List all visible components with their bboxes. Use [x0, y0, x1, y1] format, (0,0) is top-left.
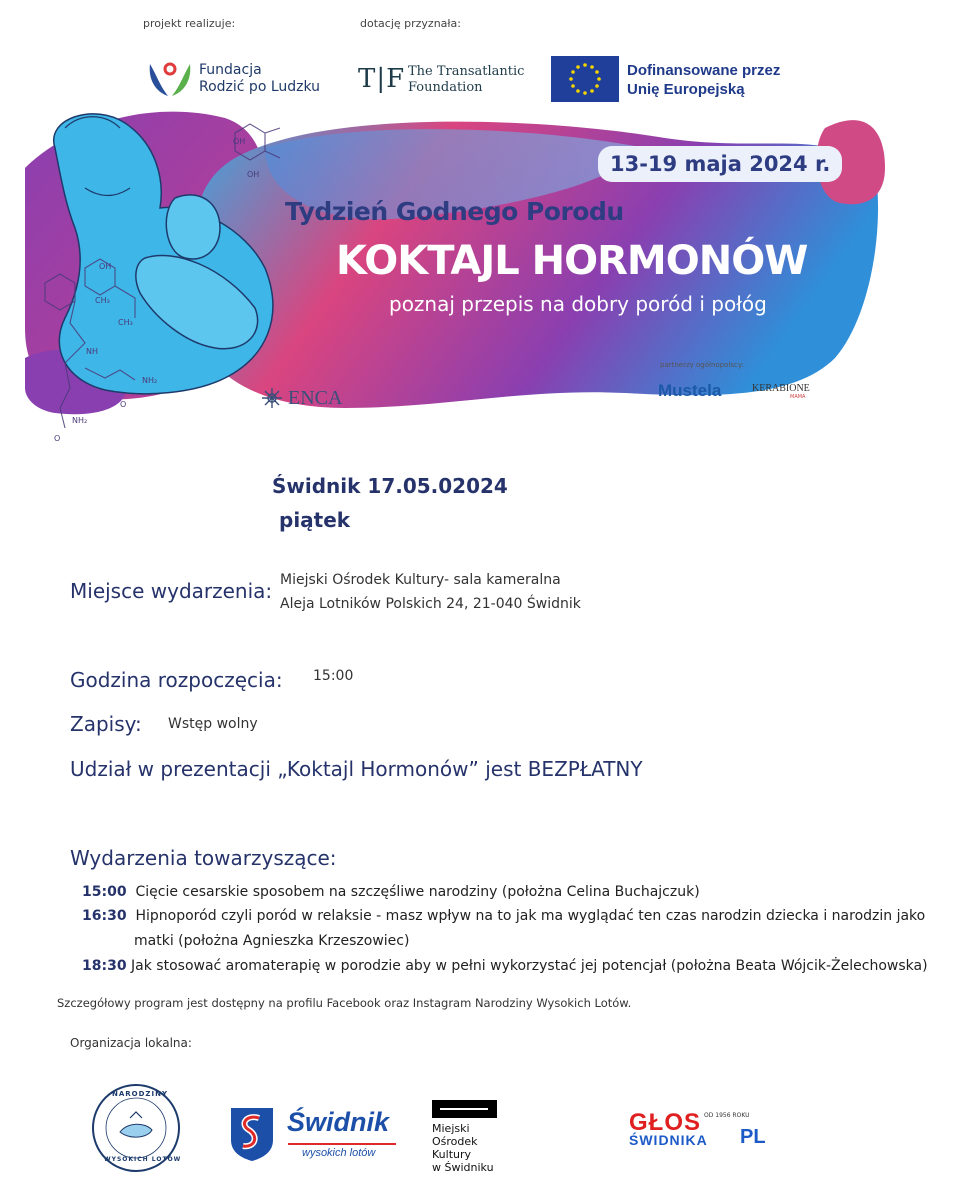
- molecule-label: NH₂: [142, 376, 158, 385]
- glos-since: OD 1956 ROKU: [704, 1112, 750, 1119]
- glos-bottom-text: ŚWIDNIKA: [629, 1132, 708, 1148]
- kerabione-sub: MAMA: [790, 394, 806, 400]
- swidnik-crest-icon: [229, 1106, 275, 1162]
- kerabione-name: KERABIONE: [752, 383, 810, 394]
- fundacja-line1: Fundacja: [199, 62, 262, 78]
- enca-snowflake-icon: [260, 386, 284, 410]
- fundacja-name: [199, 62, 320, 96]
- place-line1: Miejski Ośrodek Kultury- sala kameralna: [280, 572, 561, 588]
- event-time: 18:30: [82, 958, 127, 974]
- banner-title-big: KOKTAJL HORMONÓW: [336, 238, 808, 284]
- list-item: [82, 953, 952, 979]
- mok-line: w Świdniku: [432, 1161, 494, 1174]
- place-line2: Aleja Lotników Polskich 24, 21-040 Świdnik: [280, 596, 581, 612]
- signup-label: Zapisy:: [70, 712, 142, 736]
- place-label: Miejsce wydarzenia:: [70, 579, 273, 603]
- event-text: Cięcie cesarskie sposobem na szczęśliwe narodziny (położna Celina Buchajczuk): [135, 884, 700, 900]
- eu-text: [627, 61, 780, 99]
- molecule-label: NH₂: [72, 416, 88, 425]
- tf-line1: The Transatlantic: [408, 64, 525, 79]
- molecule-label: OH: [99, 262, 112, 271]
- eu-flag-icon: [551, 56, 619, 102]
- list-item: [82, 903, 942, 929]
- glos-top-text: GŁOS: [629, 1109, 702, 1136]
- grant-label: dotację przyznała:: [360, 17, 461, 30]
- banner-title-small: Tydzień Godnego Porodu: [285, 197, 624, 226]
- glos-pl-text: PL: [740, 1126, 766, 1148]
- weekday: piątek: [279, 508, 351, 532]
- mok-line: Kultury: [432, 1148, 472, 1161]
- eu-line2: Unię Europejską: [627, 81, 745, 98]
- enca-logo: ENCA: [288, 387, 343, 409]
- event-text: Hipnoporód czyli poród w relaksie - masz wpływ na to jak ma wyglądać ten czas narodzin dziecka i narodzin jako: [135, 908, 926, 924]
- molecule-label: O: [120, 400, 127, 409]
- tf-logo-mark: T|F: [358, 64, 406, 94]
- fundacja-logo-icon: [146, 60, 194, 98]
- molecule-label: OH: [247, 170, 260, 179]
- event-text: Jak stosować aromaterapię w porodzie aby w pełni wykorzystać jej potencjał (położna Beata Wójcik-Żelechowska): [131, 958, 928, 974]
- molecule-label: O: [54, 434, 61, 443]
- swidnik-underline: [288, 1143, 396, 1145]
- kerabione-logo: [752, 383, 810, 400]
- list-item: [82, 879, 700, 905]
- city-date: Świdnik 17.05.02024: [272, 474, 508, 498]
- side-events-heading: Wydarzenia towarzyszące:: [70, 846, 337, 870]
- start-label: Godzina rozpoczęcia:: [70, 668, 283, 692]
- mustela-logo: Mustela: [658, 381, 722, 400]
- start-value: 15:00: [313, 668, 354, 684]
- molecule-label: NH: [86, 347, 98, 356]
- mok-line: Miejski: [432, 1122, 470, 1135]
- partners-label: partnerzy ogólnopolscy:: [660, 361, 744, 369]
- banner-subtitle: poznaj przepis na dobry poród i połóg: [389, 292, 767, 316]
- signup-value: Wstęp wolny: [168, 716, 258, 732]
- fundacja-line2: Rodzić po Ludzku: [199, 79, 321, 95]
- mok-logo-bar: [432, 1100, 497, 1118]
- program-note: Szczegółowy program jest dostępny na profilu Facebook oraz Instagram Narodziny Wysokich Lotów.: [57, 996, 632, 1010]
- event-text-cont: matki (położna Agnieszka Krzeszowiec): [134, 933, 410, 949]
- mok-line: Ośrodek: [432, 1135, 478, 1148]
- event-time: 15:00: [82, 884, 127, 900]
- project-label: projekt realizuje:: [143, 17, 236, 30]
- org-label: Organizacja lokalna:: [70, 1036, 192, 1050]
- place-value: [280, 568, 581, 616]
- nwl-bottom-text: WYSOKICH LOTÓW: [104, 1156, 182, 1163]
- eu-line1: Dofinansowane przez: [627, 62, 781, 79]
- molecule-label: OH: [233, 137, 246, 146]
- event-date-badge: 13-19 maja 2024 r.: [598, 146, 842, 182]
- tf-name: [408, 64, 524, 96]
- swidnik-logo-text: Świdnik: [287, 1107, 390, 1137]
- free-note: Udział w prezentacji „Koktajl Hormonów” jest BEZPŁATNY: [70, 757, 643, 781]
- molecule-label: CH₃: [95, 296, 110, 305]
- molecule-label: CH₃: [118, 318, 133, 327]
- tf-line2: Foundation: [408, 80, 483, 95]
- swidnik-sub-text: wysokich lotów: [302, 1147, 376, 1159]
- nwl-top-text: NARODZINY: [112, 1090, 169, 1098]
- mok-logo-text: [432, 1122, 494, 1174]
- event-time: 16:30: [82, 908, 127, 924]
